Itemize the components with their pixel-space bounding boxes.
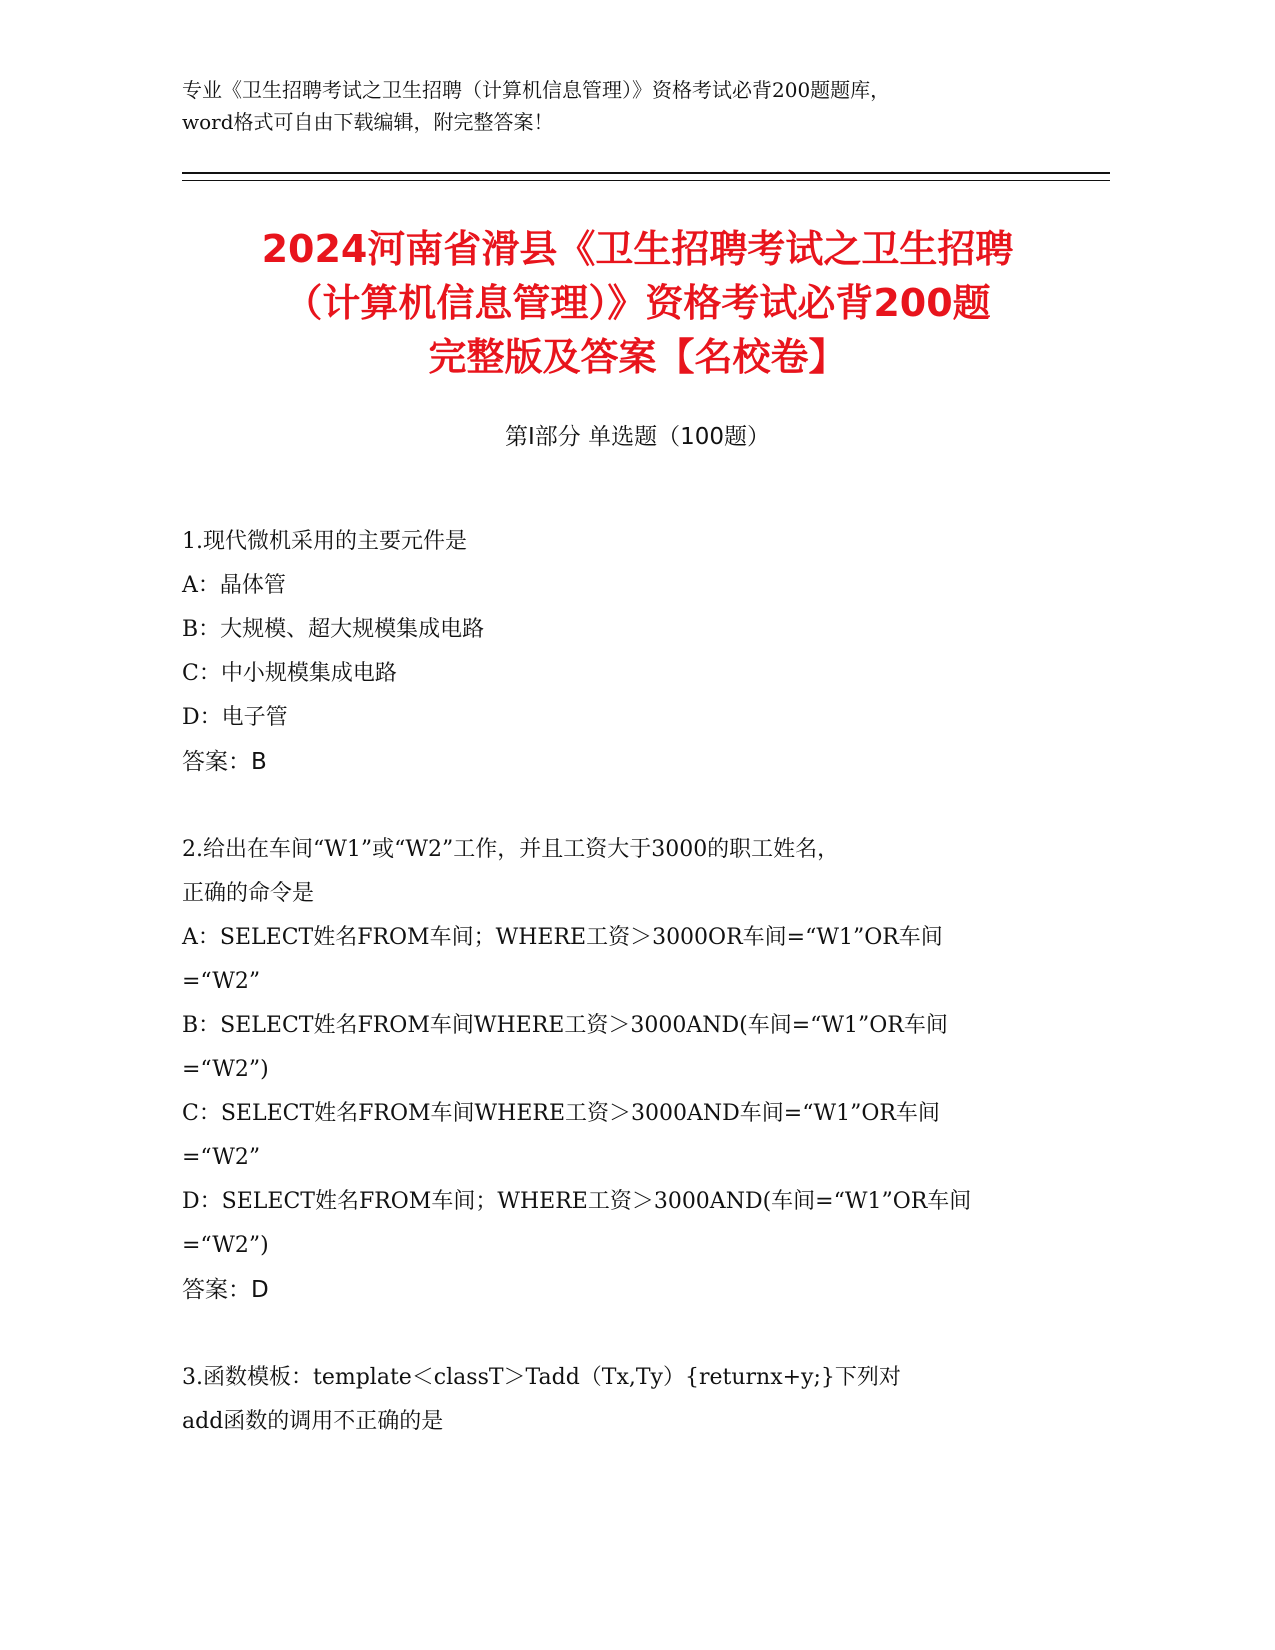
option-d: D：电子管 — [182, 705, 288, 730]
header-divider-thick — [182, 172, 1110, 174]
question-stem: 1.现代微机采用的主要元件是 — [182, 529, 467, 554]
option-a-cont: =“W2” — [182, 969, 261, 994]
option-b: B：SELECT姓名FROM车间WHERE工资＞3000AND(车间=“W1”OR车间 — [182, 1013, 948, 1038]
option-d-cont: =“W2”) — [182, 1233, 269, 1258]
question-spacer — [182, 1312, 1062, 1356]
option-c: C：中小规模集成电路 — [182, 661, 397, 686]
question-list — [182, 520, 1062, 1444]
answer-line: 答案：D — [182, 1277, 269, 1303]
question-spacer — [182, 784, 1062, 828]
option-b: B：大规模、超大规模集成电路 — [182, 617, 485, 642]
header-note-line-1: 专业《卫生招聘考试之卫生招聘（计算机信息管理）》资格考试必背200题题库， — [182, 78, 891, 102]
question-3 — [182, 1356, 1062, 1444]
question-stem-cont: add函数的调用不正确的是 — [182, 1409, 444, 1434]
header-note — [182, 74, 1062, 138]
question-stem-cont: 正确的命令是 — [182, 881, 315, 906]
option-c: C：SELECT姓名FROM车间WHERE工资＞3000AND车间=“W1”OR车间 — [182, 1101, 940, 1126]
question-stem: 3.函数模板：template＜classT＞Tadd（Tx,Ty）{returnx+y;}下列对 — [182, 1365, 901, 1390]
title-line-3: 完整版及答案【名校卷】 — [428, 335, 847, 379]
section-heading: 第Ⅰ部分 单选题（100题） — [505, 424, 770, 450]
option-c-cont: =“W2” — [182, 1145, 261, 1170]
header-divider-thin — [182, 180, 1110, 181]
option-d: D：SELECT姓名FROM车间；WHERE工资＞3000AND(车间=“W1”OR车间 — [182, 1189, 972, 1214]
question-stem: 2.给出在车间“W1”或“W2”工作，并且工资大于3000的职工姓名， — [182, 837, 840, 862]
document-title — [150, 222, 1125, 384]
option-a: A：SELECT姓名FROM车间；WHERE工资＞3000OR车间=“W1”OR车间 — [182, 925, 943, 950]
answer-line: 答案：B — [182, 749, 267, 775]
option-b-cont: =“W2”) — [182, 1057, 269, 1082]
header-note-line-2: word格式可自由下载编辑，附完整答案！ — [182, 110, 554, 134]
option-a: A：晶体管 — [182, 573, 286, 598]
question-2 — [182, 828, 1062, 1312]
title-line-2: （计算机信息管理）》资格考试必背200题 — [284, 281, 991, 325]
question-1 — [182, 520, 1062, 784]
title-line-1: 2024河南省滑县《卫生招聘考试之卫生招聘 — [261, 227, 1014, 271]
